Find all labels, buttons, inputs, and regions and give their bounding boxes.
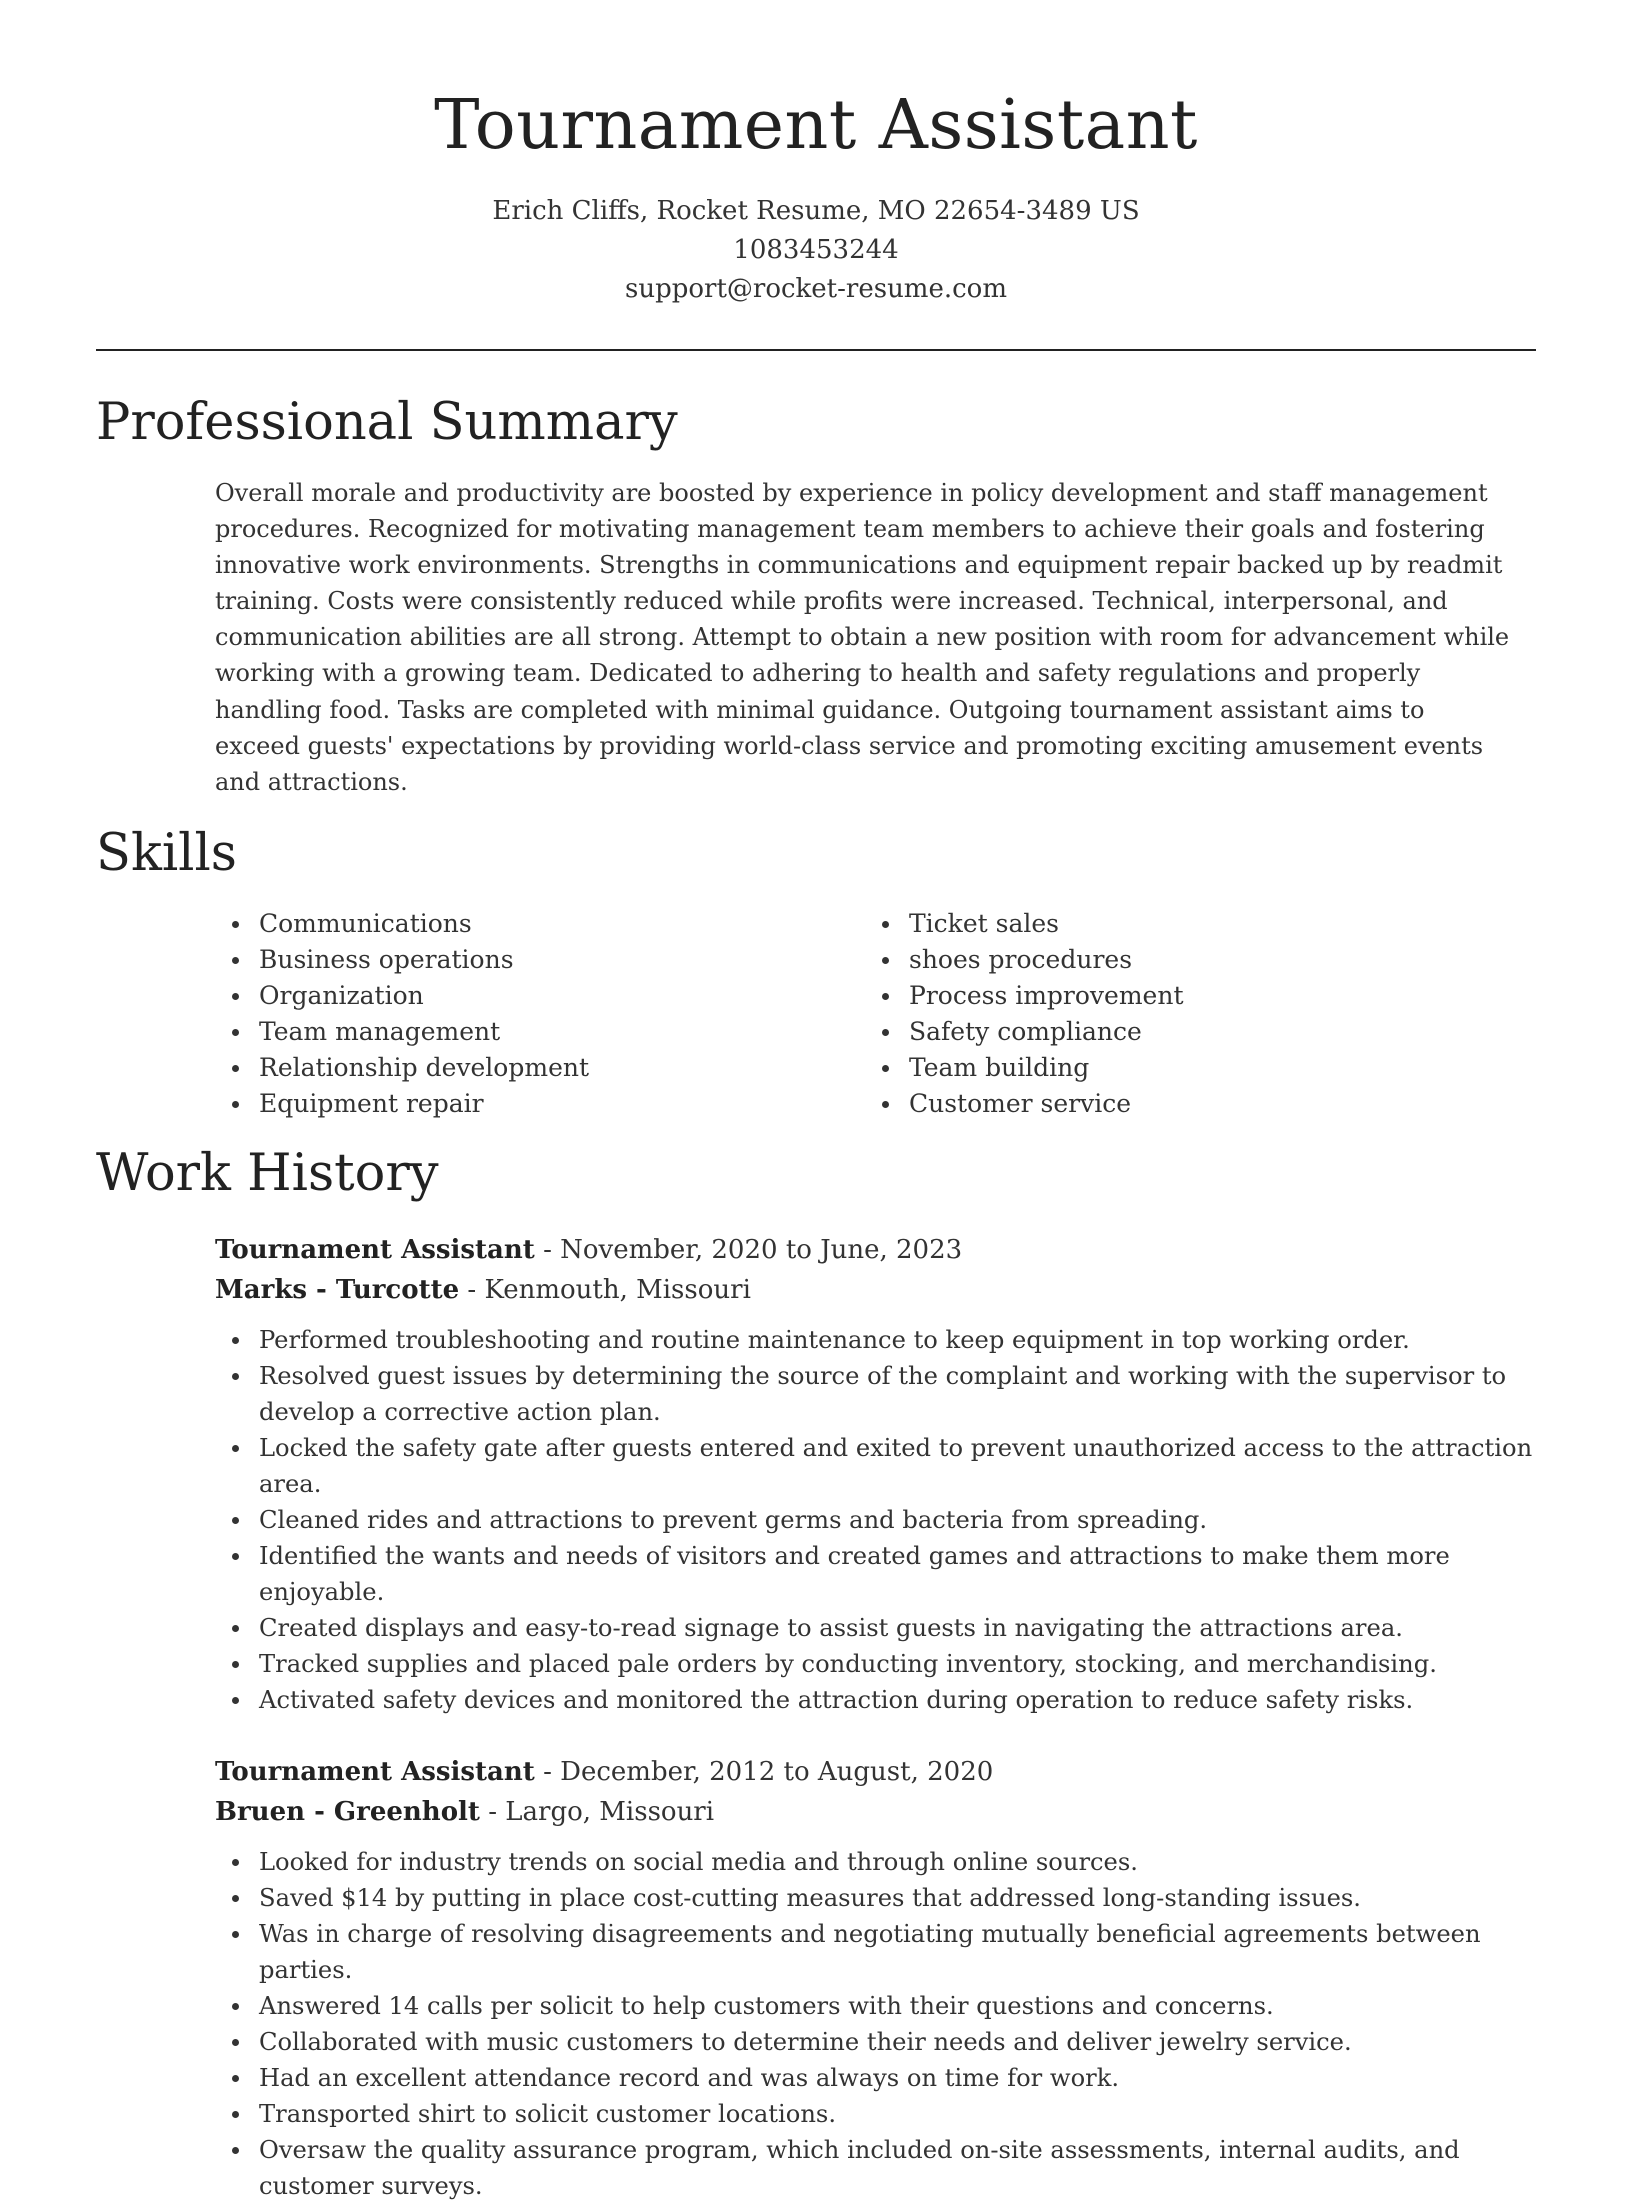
- skills-grid: [96, 906, 1536, 1122]
- contact-phone: 1083453244: [733, 235, 899, 265]
- job-duty: Oversaw the quality assurance program, which included on-site assessments, internal audits, and customer surveys.: [215, 2132, 1536, 2204]
- job-duty: Was in charge of resolving disagreements and negotiating mutually beneficial agreements between parties.: [215, 1916, 1536, 1988]
- contact-info: [96, 192, 1536, 309]
- job-company-line: [215, 1792, 1536, 1832]
- skill-item: Business operations: [215, 942, 865, 978]
- skills-column-left: [215, 906, 865, 1122]
- job-title-line: [215, 1230, 1536, 1270]
- job-duty: Performed troubleshooting and routine maintenance to keep equipment in top working order.: [215, 1322, 1536, 1358]
- job-entry: [215, 1230, 1536, 1718]
- work-history-section: [96, 1144, 1536, 2204]
- resume-page: [96, 0, 1536, 2204]
- skill-item: Safety compliance: [865, 1014, 1425, 1050]
- job-duty: Transported shirt to solicit customer locations.: [215, 2096, 1536, 2132]
- job-duties: [215, 1844, 1536, 2204]
- job-role: Tournament Assistant: [215, 1756, 535, 1787]
- skills-column-right: [865, 906, 1425, 1122]
- job-duties: [215, 1322, 1536, 1718]
- contact-email: support@rocket-resume.com: [624, 274, 1007, 304]
- skill-item: Equipment repair: [215, 1086, 865, 1122]
- summary-text: Overall morale and productivity are boosted by experience in policy development and staff management procedures. Recognized for motivating management team members to achieve their goals and fostering innovative work environments. Strengths in communications and equipment repair backed up by readmit training. Costs were consistently reduced while profits were increased. Technical, interpersonal, and communication abilities are all strong. Attempt to obtain a new position with room for advancement while working with a growing team. Dedicated to adhering to health and safety regulations and properly handling food. Tasks are completed with minimal guidance. Outgoing tournament assistant aims to exceed guests' expectations by providing world-class service and promoting exciting amusement events and attractions.: [215, 479, 1510, 796]
- job-duty: Locked the safety gate after guests entered and exited to prevent unauthorized access to the attraction area.: [215, 1430, 1536, 1502]
- job-company-line: [215, 1270, 1536, 1310]
- header-divider: [96, 349, 1536, 351]
- skill-item: Customer service: [865, 1086, 1425, 1122]
- skill-item: Organization: [215, 978, 865, 1014]
- job-dates: - November, 2020 to June, 2023: [534, 1234, 963, 1265]
- job-company: Marks - Turcotte: [215, 1274, 460, 1305]
- job-role: Tournament Assistant: [215, 1234, 535, 1265]
- summary-heading: Professional Summary: [96, 393, 678, 452]
- candidate-name: Tournament Assistant: [434, 86, 1198, 165]
- job-duty: Resolved guest issues by determining the source of the complaint and working with the supervisor to develop a corrective action plan.: [215, 1358, 1536, 1430]
- job-location: - Kenmouth, Missouri: [459, 1274, 751, 1305]
- job-duty: Tracked supplies and placed pale orders by conducting inventory, stocking, and merchandising.: [215, 1646, 1536, 1682]
- summary-section: [96, 393, 1536, 800]
- skills-heading: Skills: [96, 823, 237, 883]
- work-history-heading: Work History: [96, 1143, 439, 1203]
- skill-item: Ticket sales: [865, 906, 1425, 942]
- job-duty: Created displays and easy-to-read signage to assist guests in navigating the attractions area.: [215, 1610, 1536, 1646]
- skill-item: Communications: [215, 906, 865, 942]
- skill-item: Relationship development: [215, 1050, 865, 1086]
- contact-address: Erich Cliffs, Rocket Resume, MO 22654-3489 US: [492, 196, 1140, 226]
- skills-section: [96, 824, 1536, 1122]
- skill-item: Team management: [215, 1014, 865, 1050]
- job-duty: Cleaned rides and attractions to prevent germs and bacteria from spreading.: [215, 1502, 1536, 1538]
- resume-header: [96, 0, 1536, 351]
- job-duty: Identified the wants and needs of visitors and created games and attractions to make them more enjoyable.: [215, 1538, 1536, 1610]
- job-dates: - December, 2012 to August, 2020: [534, 1756, 994, 1787]
- job-duty: Answered 14 calls per solicit to help customers with their questions and concerns.: [215, 1988, 1536, 2024]
- skill-item: shoes procedures: [865, 942, 1425, 978]
- skill-item: Team building: [865, 1050, 1425, 1086]
- job-duty: Looked for industry trends on social media and through online sources.: [215, 1844, 1536, 1880]
- job-title-line: [215, 1752, 1536, 1792]
- job-duty: Activated safety devices and monitored the attraction during operation to reduce safety risks.: [215, 1682, 1536, 1718]
- job-entry: [215, 1752, 1536, 2204]
- job-duty: Collaborated with music customers to determine their needs and deliver jewelry service.: [215, 2024, 1536, 2060]
- job-duty: Saved $14 by putting in place cost-cutting measures that addressed long-standing issues.: [215, 1880, 1536, 1916]
- job-location: - Largo, Missouri: [479, 1796, 715, 1827]
- job-duty: Had an excellent attendance record and was always on time for work.: [215, 2060, 1536, 2096]
- job-company: Bruen - Greenholt: [215, 1796, 480, 1827]
- skill-item: Process improvement: [865, 978, 1425, 1014]
